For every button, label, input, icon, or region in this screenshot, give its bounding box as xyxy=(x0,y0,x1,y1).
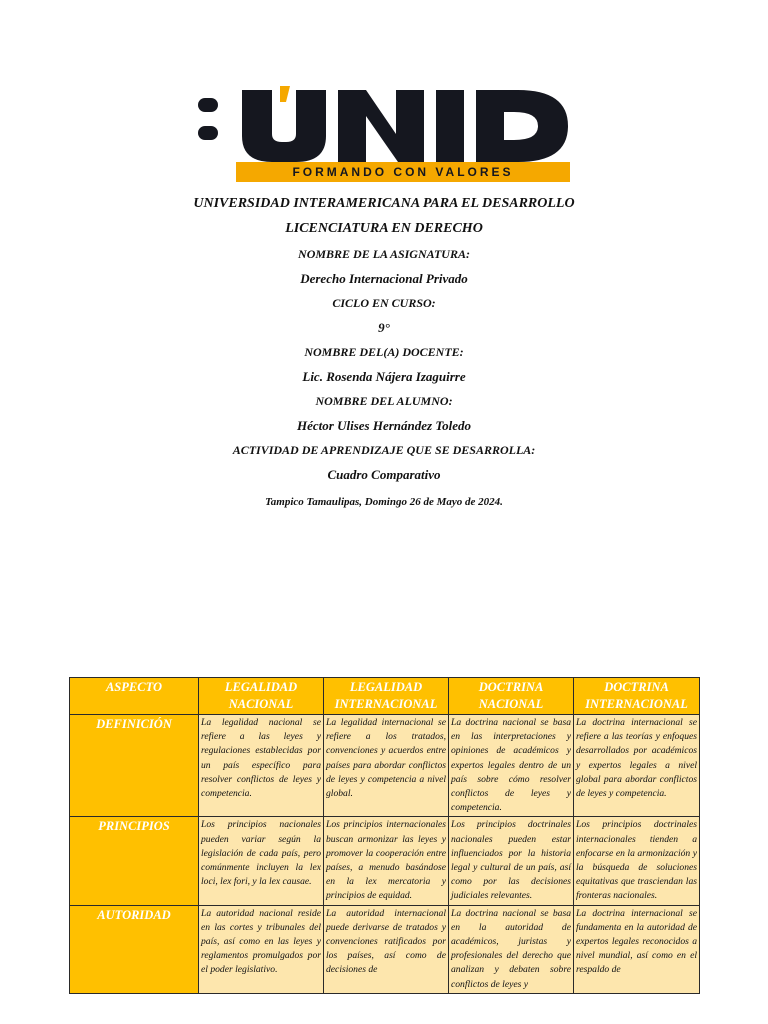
university-name: UNIVERSIDAD INTERAMERICANA PARA EL DESARROLLO xyxy=(193,196,575,211)
place-date: Tampico Tamaulipas, Domingo 26 de Mayo de 2024. xyxy=(265,496,503,508)
teacher-label: NOMBRE DEL(A) DOCENTE: xyxy=(304,345,464,359)
unid-logo-mark xyxy=(196,86,570,162)
activity-label: ACTIVIDAD DE APRENDIZAJE QUE SE DESARROLLA: xyxy=(232,443,536,457)
row-aspect: AUTORIDAD xyxy=(70,905,199,993)
table-row xyxy=(70,905,700,993)
header-doctrina-nacional: DOCTRINA NACIONAL xyxy=(449,678,574,715)
header-legalidad-nacional: LEGALIDAD NACIONAL xyxy=(199,678,324,715)
table-cell: La doctrina nacional se basa en las interpretaciones y opiniones de académicos y expertos legales dentro de un país sobre cómo resolver conflictos de leyes y competencia. xyxy=(449,715,574,817)
student-label: NOMBRE DEL ALUMNO: xyxy=(315,394,453,408)
cycle-label: CICLO EN CURSO: xyxy=(332,296,436,310)
row-aspect: PRINCIPIOS xyxy=(70,817,199,905)
table-row xyxy=(70,817,700,905)
table-cell: La legalidad internacional se refiere a los tratados, convenciones y acuerdos entre países para abordar conflictos de leyes y competencia a nivel global. xyxy=(324,715,449,817)
cover-page xyxy=(0,192,768,517)
table-cell: La legalidad nacional se refiere a las leyes y regulaciones establecidas por un país específico para resolver conflictos de leyes y competencia. xyxy=(199,715,324,817)
table-cell: Los principios doctrinales internacionales tienden a enfocarse en la armonización y la búsqueda de soluciones equitativas que trasciendan las fronteras nacionales. xyxy=(574,817,700,905)
cycle-value: 9° xyxy=(378,320,390,335)
subject-value: Derecho Internacional Privado xyxy=(300,271,468,286)
activity-value: Cuadro Comparativo xyxy=(327,467,441,482)
table-cell: La autoridad nacional reside en las cortes y tribunales del país, así como en las leyes y reglamentos promulgados por el poder legislativo. xyxy=(199,905,324,993)
unid-logo xyxy=(196,86,570,184)
comparison-table-wrapper xyxy=(69,677,699,994)
table-cell: Los principios doctrinales nacionales pueden estar influenciados por la historia legal y cultural de un país, así como por las decisiones judiciales relevantes. xyxy=(449,817,574,905)
header-aspect: ASPECTO xyxy=(70,678,199,715)
table-cell: La autoridad internacional puede derivarse de tratados y convenciones ratificados por los países, así como de decisiones de xyxy=(324,905,449,993)
table-cell: Los principios nacionales pueden variar según la legislación de cada país, pero comúnmente incluyen la lex loci, lex fori, y la lex causae. xyxy=(199,817,324,905)
table-cell: La doctrina internacional se fundamenta en la autoridad de expertos legales reconocidos a nivel mundial, así como en el respaldo de xyxy=(574,905,700,993)
row-aspect: DEFINICIÓN xyxy=(70,715,199,817)
comparison-table xyxy=(69,677,700,994)
logo-tagline: FORMANDO CON VALORES xyxy=(236,162,570,182)
table-cell: La doctrina nacional se basa en la autoridad de académicos, juristas y profesionales del derecho que analizan y debaten sobre conflictos de leyes y xyxy=(449,905,574,993)
header-legalidad-internacional: LEGALIDAD INTERNACIONAL xyxy=(324,678,449,715)
student-value: Héctor Ulises Hernández Toledo xyxy=(297,418,471,433)
table-row xyxy=(70,715,700,817)
table-cell: La doctrina internacional se refiere a las teorías y enfoques desarrollados por académicos y expertos legales a nivel global para abordar conflictos de leyes y competencia. xyxy=(574,715,700,817)
subject-label: NOMBRE DE LA ASIGNATURA: xyxy=(298,247,470,261)
table-header-row xyxy=(70,678,700,715)
table-cell: Los principios internacionales buscan armonizar las leyes y promover la cooperación entre países, a menudo basándose en la lex mercatoria y principios de equidad. xyxy=(324,817,449,905)
degree-name: LICENCIATURA EN DERECHO xyxy=(285,221,483,236)
header-doctrina-internacional: DOCTRINA INTERNACIONAL xyxy=(574,678,700,715)
teacher-value: Lic. Rosenda Nájera Izaguirre xyxy=(302,369,466,384)
